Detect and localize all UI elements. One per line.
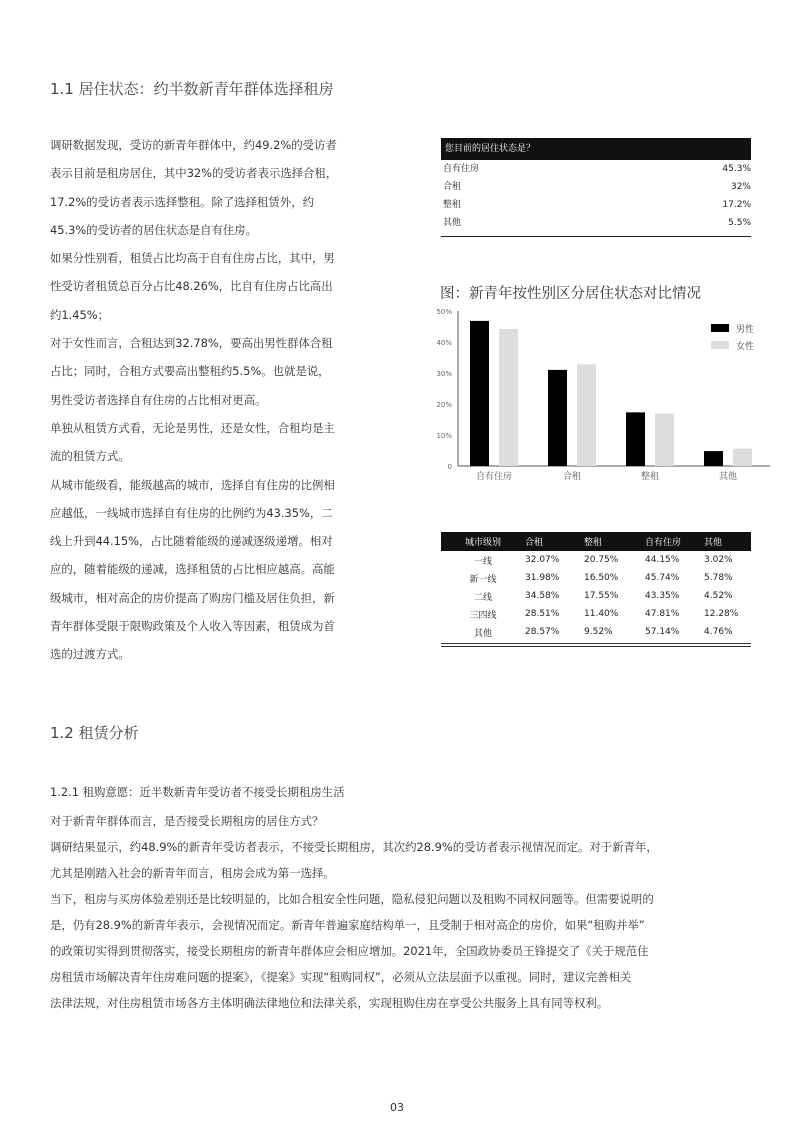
gender-housing-chart bbox=[430, 303, 770, 493]
y-tick-label: 10% bbox=[436, 432, 452, 440]
table-row bbox=[441, 569, 751, 587]
status-row bbox=[441, 214, 751, 232]
table-cell: 16.50% bbox=[584, 573, 619, 583]
paragraph-line: 占比；同时，合租方式要高出整租约5.5%。也就是说， bbox=[50, 364, 330, 379]
paragraph-line: 当下，租房与买房体验差别还是比较明显的，比如合租安全性问题，隐私侵犯问题以及租购不同权问题等。但需要说明的 bbox=[50, 892, 654, 906]
table-cell: 28.57% bbox=[525, 627, 560, 637]
status-label: 合租 bbox=[443, 182, 462, 192]
table-cell: 44.15% bbox=[645, 555, 680, 565]
table-cell: 31.98% bbox=[525, 573, 560, 583]
section-1-body bbox=[50, 131, 385, 669]
page-number: 03 bbox=[390, 1101, 404, 1114]
status-label: 其他 bbox=[443, 218, 462, 228]
table-cell: 12.28% bbox=[704, 609, 739, 619]
paragraph-line: 单独从租赁方式看，无论是男性，还是女性，合租均是主 bbox=[50, 420, 335, 435]
bar-男性 bbox=[470, 321, 489, 466]
table-cell: 47.81% bbox=[645, 609, 680, 619]
paragraph-line: 应越低，一线城市选择自有住房的比例约为43.35%，二 bbox=[50, 505, 333, 520]
table-cell: 11.40% bbox=[584, 609, 619, 619]
legend-swatch bbox=[711, 324, 729, 332]
bar-男性 bbox=[548, 370, 567, 466]
legend-label: 女性 bbox=[736, 342, 755, 352]
paragraph-line: 青年群体受限于限购政策及个人收入等因素，租赁成为首 bbox=[50, 619, 335, 634]
paragraph-line: 是，仍有28.9%的新青年表示，会视情况而定。新青年普遍家庭结构单一，且受制于相对高企的房价，如果“租购并举” bbox=[50, 918, 645, 932]
paragraph-line: 对于女性而言，合租达到32.78%，要高出男性群体合租 bbox=[50, 336, 333, 351]
table-row bbox=[441, 551, 751, 569]
table-cell: 新一线 bbox=[469, 574, 497, 585]
table-cell: 其他 bbox=[473, 628, 492, 639]
paragraph-line: 性受访者租赁总百分占比48.26%，比自有住房占比高出 bbox=[50, 279, 333, 294]
city-table-header: 城市级别 bbox=[441, 532, 525, 551]
table-cell: 三四线 bbox=[469, 610, 497, 621]
table-cell: 9.52% bbox=[584, 627, 613, 637]
table-cell: 43.35% bbox=[645, 591, 680, 601]
table-cell: 28.51% bbox=[525, 609, 560, 619]
table-cell: 57.14% bbox=[645, 627, 680, 637]
bar-女性 bbox=[655, 414, 674, 466]
paragraph-line: 17.2%的受访者表示选择整租。除了选择租赁外，约 bbox=[50, 194, 314, 209]
paragraph-line: 级城市，相对高企的房价提高了购房门槛及居住负担，新 bbox=[50, 590, 335, 605]
paragraph-line: 流的租赁方式。 bbox=[50, 449, 130, 464]
status-label: 自有住房 bbox=[443, 164, 480, 174]
paragraph-line: 男性受访者选择自有住房的占比相对更高。 bbox=[50, 392, 267, 407]
paragraph-line: 线上升到44.15%，占比随着能级的递减逐级递增。相对 bbox=[50, 534, 333, 549]
paragraph-line: 房租赁市场解决青年住房难问题的提案》，《提案》实现“租购同权”，必须从立法层面予以重视。同时，建议完善相关 bbox=[50, 970, 632, 984]
legend-swatch bbox=[711, 341, 729, 349]
status-label: 整租 bbox=[443, 200, 462, 210]
table-row bbox=[441, 605, 751, 623]
table-cell: 一线 bbox=[473, 556, 492, 567]
paragraph-line: 45.3%的受访者的居住状态是自有住房。 bbox=[50, 222, 258, 237]
section-2-title: 1.2 租赁分析 bbox=[50, 724, 139, 742]
section-1-title: 1.1 居住状态：约半数新青年群体选择租房 bbox=[50, 80, 334, 98]
table-cell: 45.74% bbox=[645, 573, 680, 583]
y-tick-label: 20% bbox=[436, 401, 452, 409]
x-tick-label: 合租 bbox=[562, 472, 582, 482]
bar-男性 bbox=[704, 451, 723, 466]
table-cell: 34.58% bbox=[525, 591, 560, 601]
paragraph-line: 的政策切实得到贯彻落实，接受长期租房的新青年群体应会相应增加。2021年，全国政协委员王锋提交了《关于规范住 bbox=[50, 944, 649, 958]
city-table-header: 整租 bbox=[584, 532, 645, 551]
section-2-body bbox=[50, 808, 750, 1016]
y-tick-label: 40% bbox=[436, 339, 452, 347]
y-tick-label: 30% bbox=[436, 370, 452, 378]
paragraph-line: 对于新青年群体而言，是否接受长期租房的居住方式？ bbox=[50, 814, 324, 828]
status-row bbox=[441, 196, 751, 214]
bar-男性 bbox=[626, 412, 645, 466]
bar-女性 bbox=[733, 449, 752, 466]
x-tick-label: 整租 bbox=[640, 472, 660, 482]
x-tick-label: 其他 bbox=[718, 472, 738, 482]
paragraph-line: 尤其是刚踏入社会的新青年而言，租房会成为第一选择。 bbox=[50, 866, 335, 880]
table-row bbox=[441, 623, 751, 641]
city-table-header: 合租 bbox=[525, 532, 584, 551]
status-table-rule bbox=[441, 236, 751, 237]
table-cell: 17.55% bbox=[584, 591, 619, 601]
status-table bbox=[441, 138, 751, 237]
chart-title: 图：新青年按性别区分居住状态对比情况 bbox=[440, 286, 701, 302]
paragraph-line: 选的过渡方式。 bbox=[50, 647, 130, 662]
status-row bbox=[441, 160, 751, 178]
paragraph-line: 调研结果显示，约48.9%的新青年受访者表示，不接受长期租房，其次约28.9%的受访者表示视情况而定。对于新青年， bbox=[50, 840, 658, 854]
table-cell: 32.07% bbox=[525, 555, 560, 565]
y-tick-label: 50% bbox=[436, 308, 452, 316]
status-value: 32% bbox=[730, 182, 751, 192]
status-value: 45.3% bbox=[722, 164, 751, 174]
paragraph-line: 约1.45%； bbox=[50, 307, 109, 322]
status-row bbox=[441, 178, 751, 196]
city-table-rule bbox=[441, 643, 751, 644]
section-2-subtitle: 1.2.1 租购意愿：近半数新青年受访者不接受长期租房生活 bbox=[50, 785, 345, 799]
table-cell: 4.76% bbox=[704, 627, 733, 637]
table-cell: 20.75% bbox=[584, 555, 619, 565]
table-cell: 二线 bbox=[473, 592, 492, 603]
x-tick-label: 自有住房 bbox=[475, 472, 513, 482]
table-cell: 3.02% bbox=[704, 555, 733, 565]
status-value: 5.5% bbox=[728, 218, 751, 228]
y-tick-label: 0 bbox=[447, 463, 452, 471]
status-value: 17.2% bbox=[722, 200, 751, 210]
city-table-header: 自有住房 bbox=[645, 532, 704, 551]
paragraph-line: 如果分性别看，租赁占比均高于自有住房占比，其中，男 bbox=[50, 251, 335, 266]
city-table-header: 其他 bbox=[704, 532, 751, 551]
legend-label: 男性 bbox=[736, 325, 755, 335]
paragraph-line: 应的，随着能级的递减，选择租赁的占比相应越高。高能 bbox=[50, 562, 335, 577]
paragraph-line: 法律法规，对住房租赁市场各方主体明确法律地位和法律关系，实现租购住房在享受公共服务上具有同等权利。 bbox=[50, 996, 609, 1010]
status-table-question: 您目前的居住状态是？ bbox=[441, 138, 751, 160]
paragraph-line: 表示目前是租房居住，其中32%的受访者表示选择合租， bbox=[50, 166, 338, 181]
city-table-rule-double bbox=[441, 646, 751, 647]
paragraph-line: 从城市能级看，能级越高的城市，选择自有住房的比例相 bbox=[50, 477, 335, 492]
table-cell: 4.52% bbox=[704, 591, 733, 601]
table-cell: 5.78% bbox=[704, 573, 733, 583]
table-row bbox=[441, 587, 751, 605]
bar-女性 bbox=[499, 329, 518, 466]
bar-女性 bbox=[577, 364, 596, 466]
city-table bbox=[441, 532, 751, 647]
paragraph-line: 调研数据发现，受访的新青年群体中，约49.2%的受访者 bbox=[50, 138, 337, 152]
